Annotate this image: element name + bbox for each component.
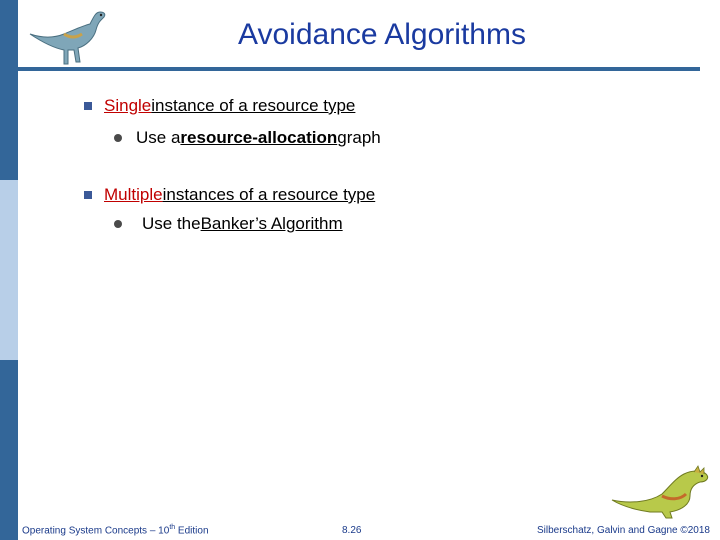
square-bullet-icon — [84, 191, 92, 199]
footer-book-text: Operating System Concepts – 10 — [22, 525, 170, 536]
sub-bullet-prefix: Use a — [136, 128, 181, 147]
bullet-lead: Multiple — [104, 185, 163, 204]
footer-authors: Silberschatz, Galvin and Gagne ©2018 — [536, 525, 710, 536]
sub-bullet-link: resource-allocation — [180, 128, 338, 147]
bullet-single-instance — [84, 96, 355, 116]
sub-bullet-link: Banker’s Algorithm — [200, 214, 343, 233]
footer-edition-text: Edition — [175, 525, 209, 536]
sub-bullet-resource-allocation — [114, 128, 381, 148]
sub-bullet-suffix: graph — [337, 128, 381, 147]
round-bullet-icon — [114, 220, 122, 228]
footer-edition-sup: th — [169, 523, 176, 531]
footer-page-number: 8.26 — [342, 525, 362, 536]
sidebar-strip — [0, 0, 18, 540]
dinosaur-logo-bottom — [610, 460, 714, 520]
footer-book-title — [22, 524, 209, 536]
round-bullet-icon — [114, 134, 122, 142]
sub-bullet-prefix: Use the — [142, 214, 201, 233]
title-divider — [18, 67, 700, 71]
bullet-multiple-instances — [84, 185, 375, 205]
bullet-text: instances of a resource type — [162, 185, 376, 204]
bullet-lead: Single — [104, 96, 152, 115]
square-bullet-icon — [84, 102, 92, 110]
sub-bullet-bankers-algorithm — [114, 214, 343, 234]
page-title: Avoidance Algorithms — [238, 18, 526, 51]
bullet-text: instance of a resource type — [151, 96, 356, 115]
